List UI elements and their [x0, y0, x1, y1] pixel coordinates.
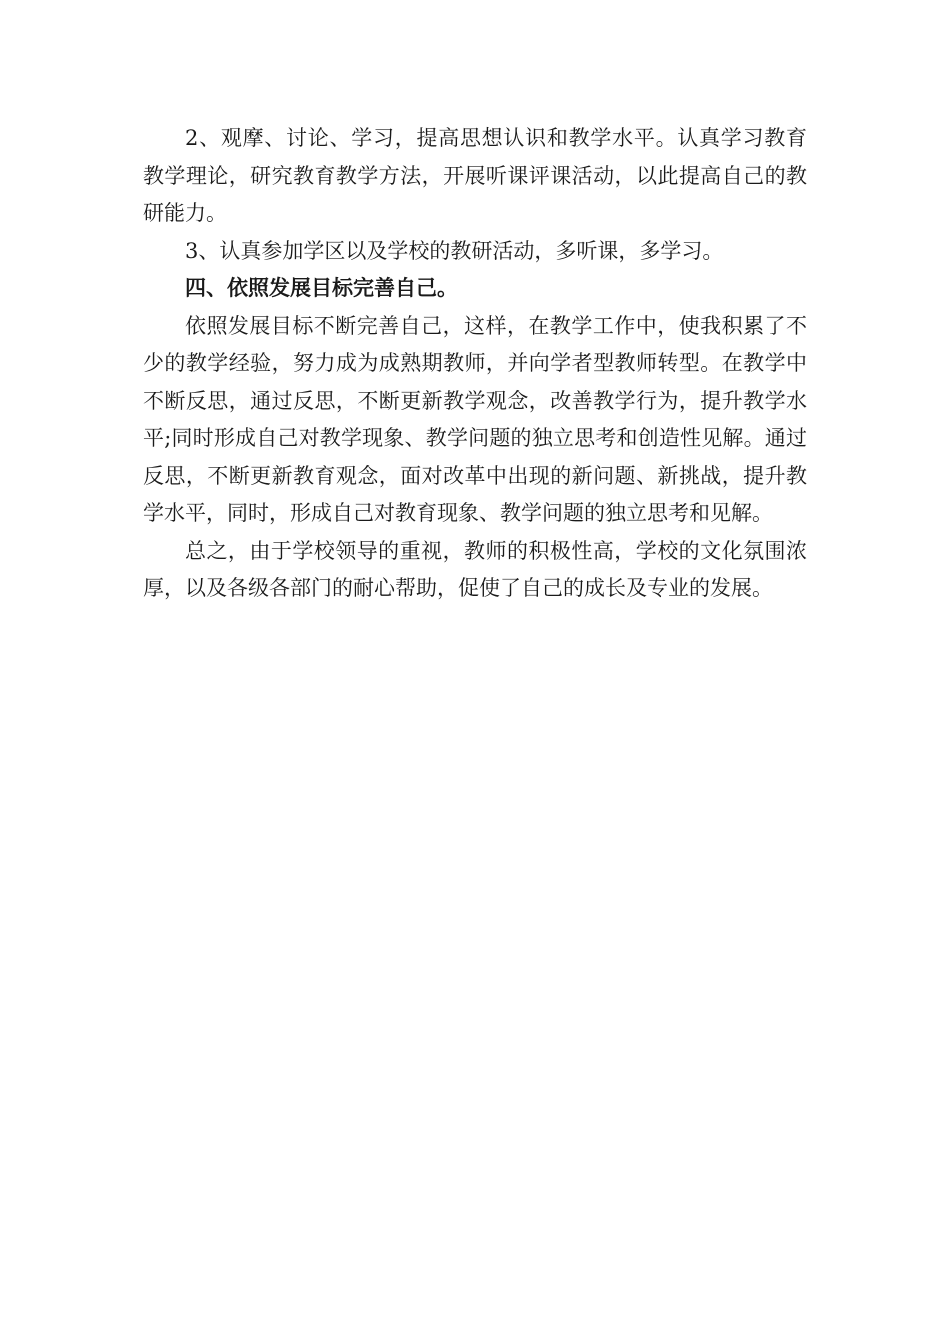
conclusion-paragraph: 总之，由于学校领导的重视，教师的积极性高，学校的文化氛围浓厚，以及各级各部门的耐心帮助，促使了自己的成长及专业的发展。	[143, 538, 807, 600]
document-body	[143, 120, 807, 608]
section-heading: 四、依照发展目标完善自己。	[185, 276, 458, 300]
paragraph-item-2: 2、观摩、讨论、学习，提高思想认识和教学水平。认真学习教育教学理论，研究教育教学方法，开展听课评课活动，以此提高自己的教研能力。	[143, 126, 807, 225]
section-paragraph: 依照发展目标不断完善自己，这样，在教学工作中，使我积累了不少的教学经验，努力成为成熟期教师，并向学者型教师转型。在教学中不断反思，通过反思，不断更新教学观念，改善教学行为，提升教学水平;同时形成自己对教学现象、教学问题的独立思考和创造性见解。通过反思，不断更新教育观念，面对改革中出现的新问题、新挑战，提升教学水平，同时，形成自己对教育现象、教学问题的独立思考和见解。	[143, 313, 807, 525]
paragraph-item-3: 3、认真参加学区以及学校的教研活动，多听课，多学习。	[185, 238, 724, 263]
